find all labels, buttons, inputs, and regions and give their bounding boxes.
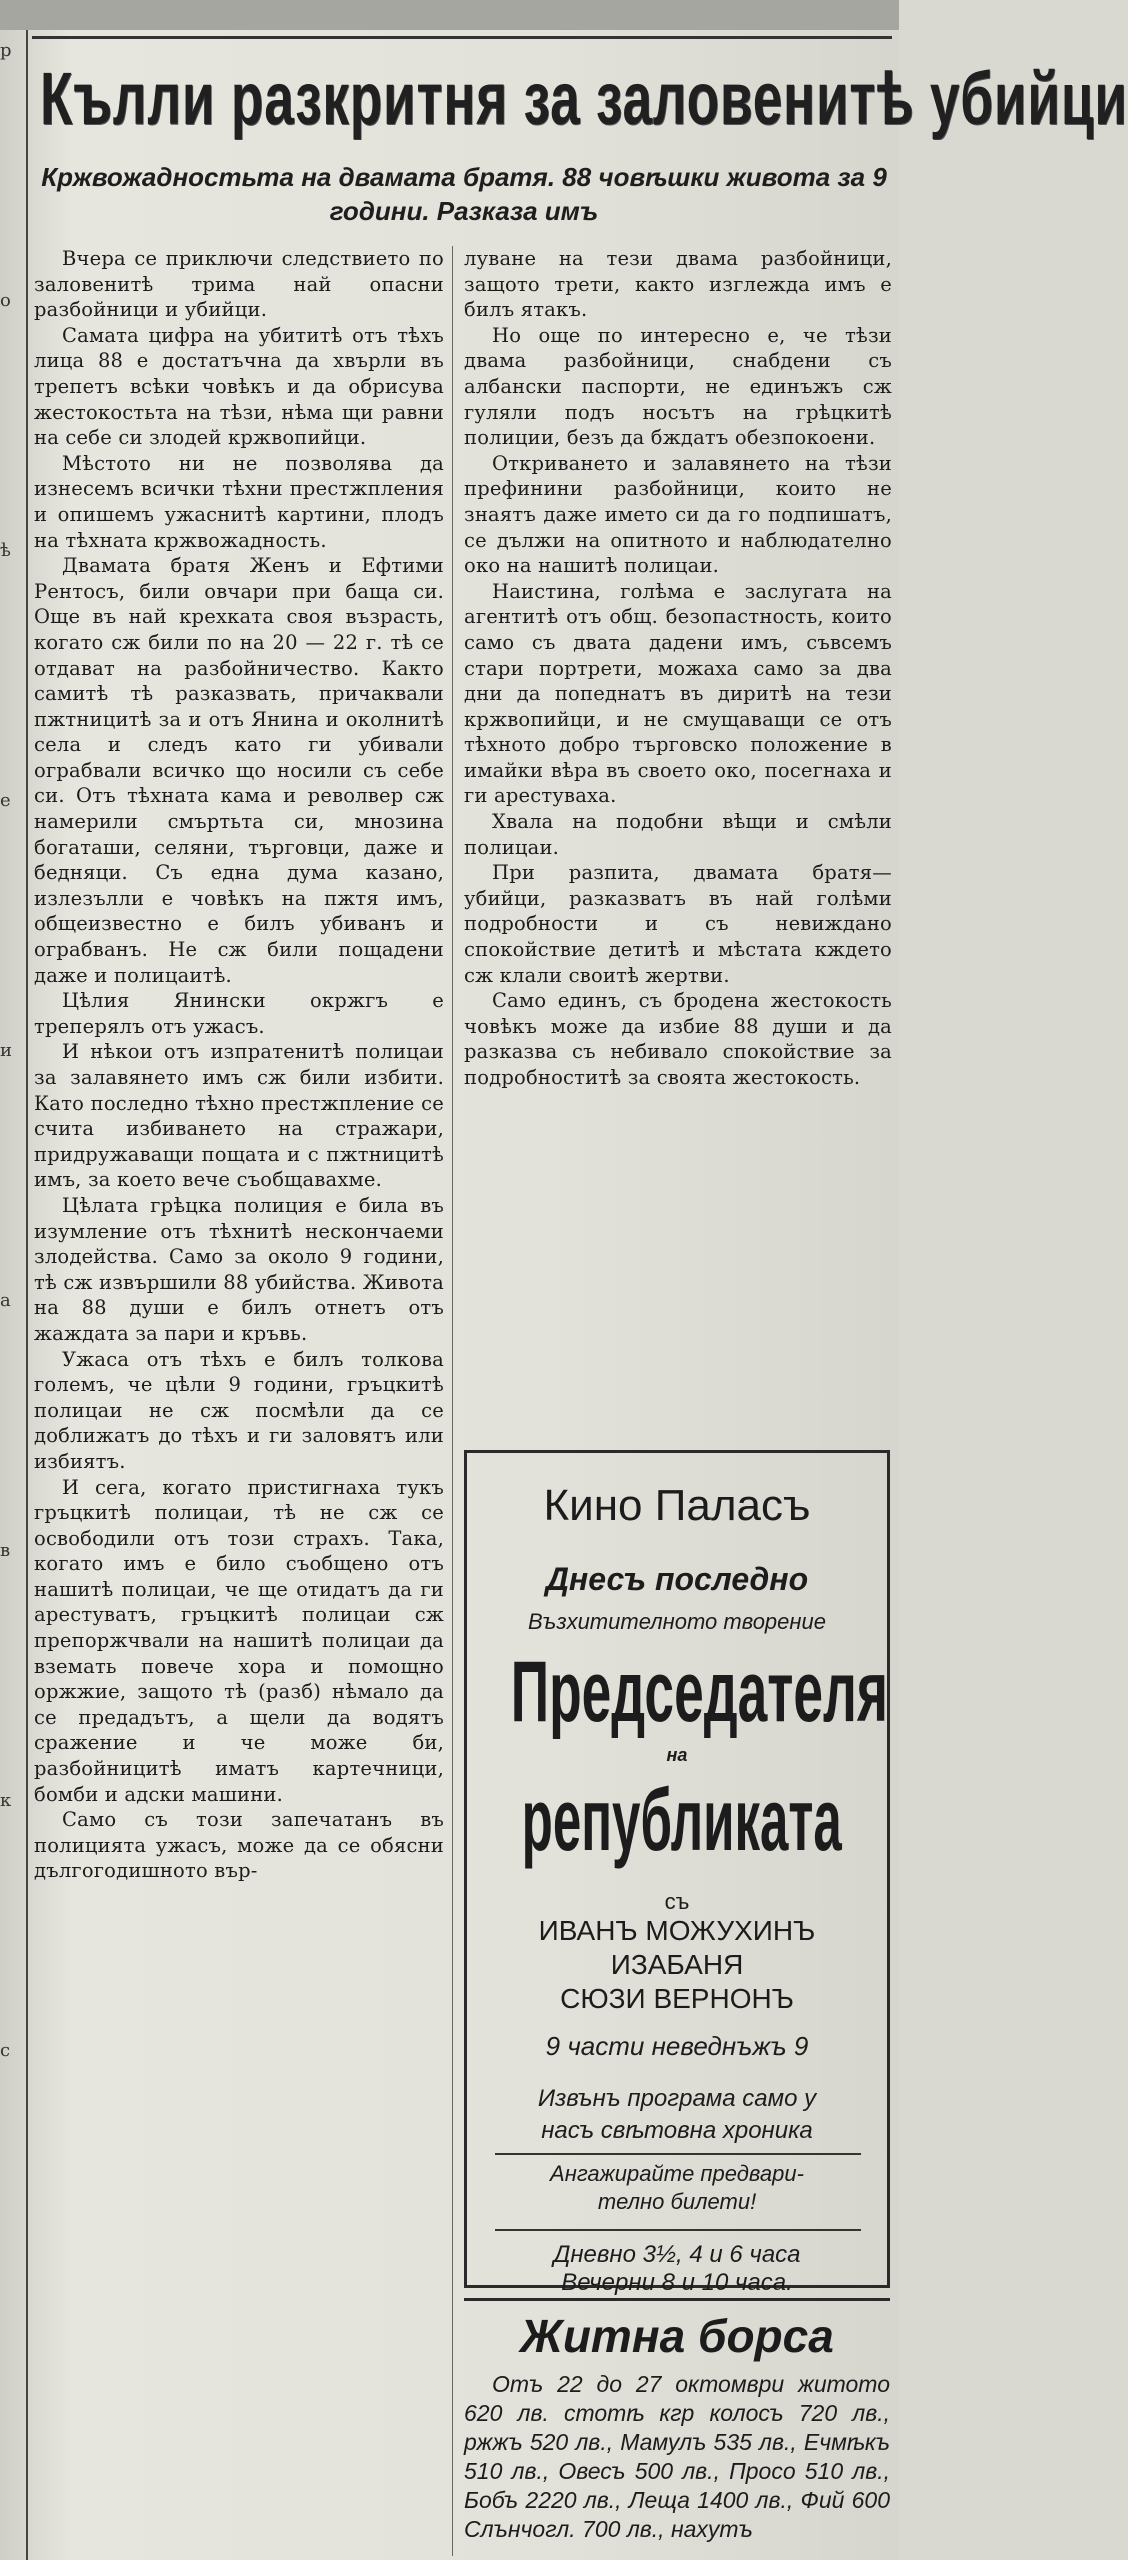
article-left-column — [34, 246, 444, 1884]
film-title-line1: Председателя — [510, 1644, 888, 1740]
article-paragraph: При разпита, двамата братя—убийци, разказватъ въ най голѣми подробности и съ невиждано спокойствие детитѣ и мѣстата кждето сж клали своитѣ жертви. — [464, 861, 892, 987]
article-paragraph: Самата цифра на убититѣ отъ тѣхъ лица 88 е достатъчна да хвърли въ трепетъ всѣки човѣкъ и да обрисува жестокостьта на тѣзи, нѣма щи равни на себе си злодей кржвопийци. — [34, 323, 444, 450]
cast-with-label: съ — [664, 1889, 690, 1914]
ad-divider — [495, 2153, 861, 2155]
cast-line: ИВАНЪ МОЖУХИНЪ — [538, 1915, 816, 1946]
film-title-line2: републиката — [521, 1770, 842, 1869]
article-paragraph: Откриването и залавянето на тѣзи префинини разбойници, които не знаятъ даже името си да го подпишатъ, се дължи на опитното и наблюдателно око на нашитѣ полицаи. — [464, 451, 892, 578]
grain-exchange-body — [464, 2370, 890, 2544]
top-rule — [32, 36, 892, 39]
article-paragraph: Двамата братя Женъ и Ефтими Рентосъ, били овчари при баща си. Още въ най крехката своя възрасть, когато сж били по на 20 — 22 г. тѣ се отдават на разбойничество. Както самитѣ тѣ разказвать, причаквали пжтницитѣ за и отъ Янина и околнитѣ села и следъ като ги убивали ограбвали всичко що носили съ себе си. Отъ тѣхната кама и револвер сж намерили смъртьта си, мнозина богаташи, селяни, търговци, даже и бедняци. Съ една дума казано, излезълли е човѣкъ на пжтя имъ, общеизвестно е билъ убиванъ и ограбванъ. Не сж били пощадени даже и полицаитѣ. — [34, 554, 444, 987]
extra-program-line: Извънъ програма само у — [537, 2085, 817, 2112]
article-paragraph: Но още по интересно е, че тѣзи двама разбойници, снабдени съ албански паспорти, не единъжъ сж гуляли подъ носътъ на грѣцкитѣ полиции, безъ да бждатъ обезпокоени. — [464, 323, 892, 450]
cinema-name: Кино Паласъ — [543, 1481, 811, 1530]
article-paragraph: луване на тези двама разбойници, защото трети, както изглежда имъ е билъ ятакъ. — [464, 247, 892, 322]
ad-today-label: Днесъ последно — [545, 1561, 809, 1597]
grain-exchange-text: Отъ 22 до 27 октомври житото 620 лв. стотѣ кгр колосъ 720 лв., ржжъ 520 лв., Мамулъ 535 лв., Ечмѣкъ 510 лв., Овесъ 500 лв., Просо 510 лв., Бобъ 2220 лв., Леща 1400 лв., Фий 600 Слънчогл. 700 лв., нахутъ — [464, 2371, 890, 2542]
article-paragraph: Само съ този запечатанъ въ полицията ужасъ, може да се обясни дългогодишното вър- — [34, 1808, 444, 1883]
article-paragraph: И нѣкои отъ изпратенитѣ полицаи за залавянето имъ сж били избити. Като последно тѣхно престжпление се счита избиването на стражари, придружаващи пощата и с пжтницитѣ имъ, за което вече съобщавахме. — [34, 1040, 444, 1192]
left-margin-marks — [0, 40, 22, 2290]
top-border-band — [0, 0, 899, 30]
article-paragraph: Ужаса отъ тѣхъ е билъ толкова големъ, че цѣли 9 години, гръцкитѣ полицаи не сж посмѣли да се доближатъ до тѣхъ и ги заловятъ или избиятъ. — [34, 1347, 444, 1473]
margin-mark: с — [0, 2040, 11, 2061]
article-paragraph: Само единъ, съ бродена жестокость човѣкъ може да избие 88 души и да разказва съ небивало спокойствие за подробноститѣ за своята жестокость. — [464, 989, 892, 1089]
article-paragraph: И сега, когато пристигнаха тукъ гръцкитѣ полицаи, тѣ не сж се освободили отъ този страхъ. Така, когато имъ е било съобщено отъ нашитѣ полицаи, че ще отидатъ да ги арестуватъ, гръцкитѣ полицаи сж препоржчвали на нашитѣ полицаи да вземать повече хора и помощно оржжие, защото тѣ (разб) нѣмало да се предадътъ, а щели да водятъ сражение и че може би, разбойницитѣ иматъ картечници, бомби и адски машини. — [34, 1475, 444, 1806]
margin-mark: а — [0, 1290, 11, 1311]
margin-mark: о — [0, 290, 11, 311]
article-paragraph: Вчера се приключи следствието по заловенитѣ трима най опасни разбойници и убийци. — [34, 247, 444, 322]
article-paragraph: Хвала на подобни вѣщи и смѣли полицаи. — [464, 810, 892, 859]
margin-mark: к — [0, 1790, 12, 1811]
exchange-rule — [464, 2298, 890, 2301]
showtimes-line: Вечерни 8 и 10 часа. — [561, 2269, 793, 2296]
margin-mark: и — [0, 1040, 12, 1061]
margin-mark: в — [0, 1540, 11, 1561]
grain-exchange-title: Житна борса — [520, 2310, 834, 2362]
film-title-separator: на — [666, 1745, 688, 1765]
article-paragraph: Наистина, голѣма е заслугата на агентитѣ отъ общ. безопастность, които само съ двата дадени имъ, съвсемъ стари портрети, можаха само за два дни да попеднатъ въ диритѣ на тези кржвопийци, и не смущаващи се отъ тѣхното добро търговско положение в имайки вѣра въ своето око, посегнаха и ги арестуваха. — [464, 579, 892, 808]
article-subheadline: Кржвожадностьта на двамата братя. 88 човѣшки живота за 9 години. Разказа имъ — [41, 162, 887, 226]
showtimes-line: Дневно 3½, 4 и 6 часа — [553, 2241, 801, 2268]
ad-divider — [495, 2229, 861, 2231]
film-parts: 9 части неведнъжъ 9 — [545, 2031, 809, 2061]
reservation-note: Ангажирайте предвари- — [550, 2161, 804, 2186]
article-paragraph: Цѣлия Янински окржгъ е треперялъ отъ ужасъ. — [34, 989, 444, 1038]
cast-line: ИЗАБАНЯ — [610, 1949, 744, 1980]
cinema-advertisement — [464, 1450, 890, 2296]
article-right-column — [464, 246, 892, 1091]
article-headline: Кълли разкритня за заловенитѣ убийци — [40, 57, 1128, 140]
left-margin-line — [26, 30, 28, 2560]
article-paragraph: Цѣлата грѣцка полиция е била въ изумление отъ тѣхнитѣ нескончаеми злодейства. Само за около 9 години, тѣ сж извършили 88 убийства. Живота на 88 души е билъ отнетъ отъ жаждата за пари и кръвь. — [34, 1193, 444, 1345]
ad-today-subtitle: Възхитителното творение — [528, 1609, 826, 1634]
margin-mark: е — [0, 790, 11, 811]
margin-mark: р — [0, 40, 12, 61]
cast-line: СЮЗИ ВЕРНОНЪ — [560, 1983, 794, 2014]
extra-program-line: насъ свѣтовна хроника — [541, 2117, 813, 2144]
column-divider — [452, 246, 453, 2556]
margin-mark: ѣ — [0, 540, 11, 561]
reservation-note: телно билети! — [597, 2189, 757, 2214]
article-paragraph: Мѣстото ни не позволява да изнесемъ всички тѣхни престжпления и опишемъ ужаснитѣ картини, плодъ на тѣхната кржвожадность. — [34, 451, 444, 552]
